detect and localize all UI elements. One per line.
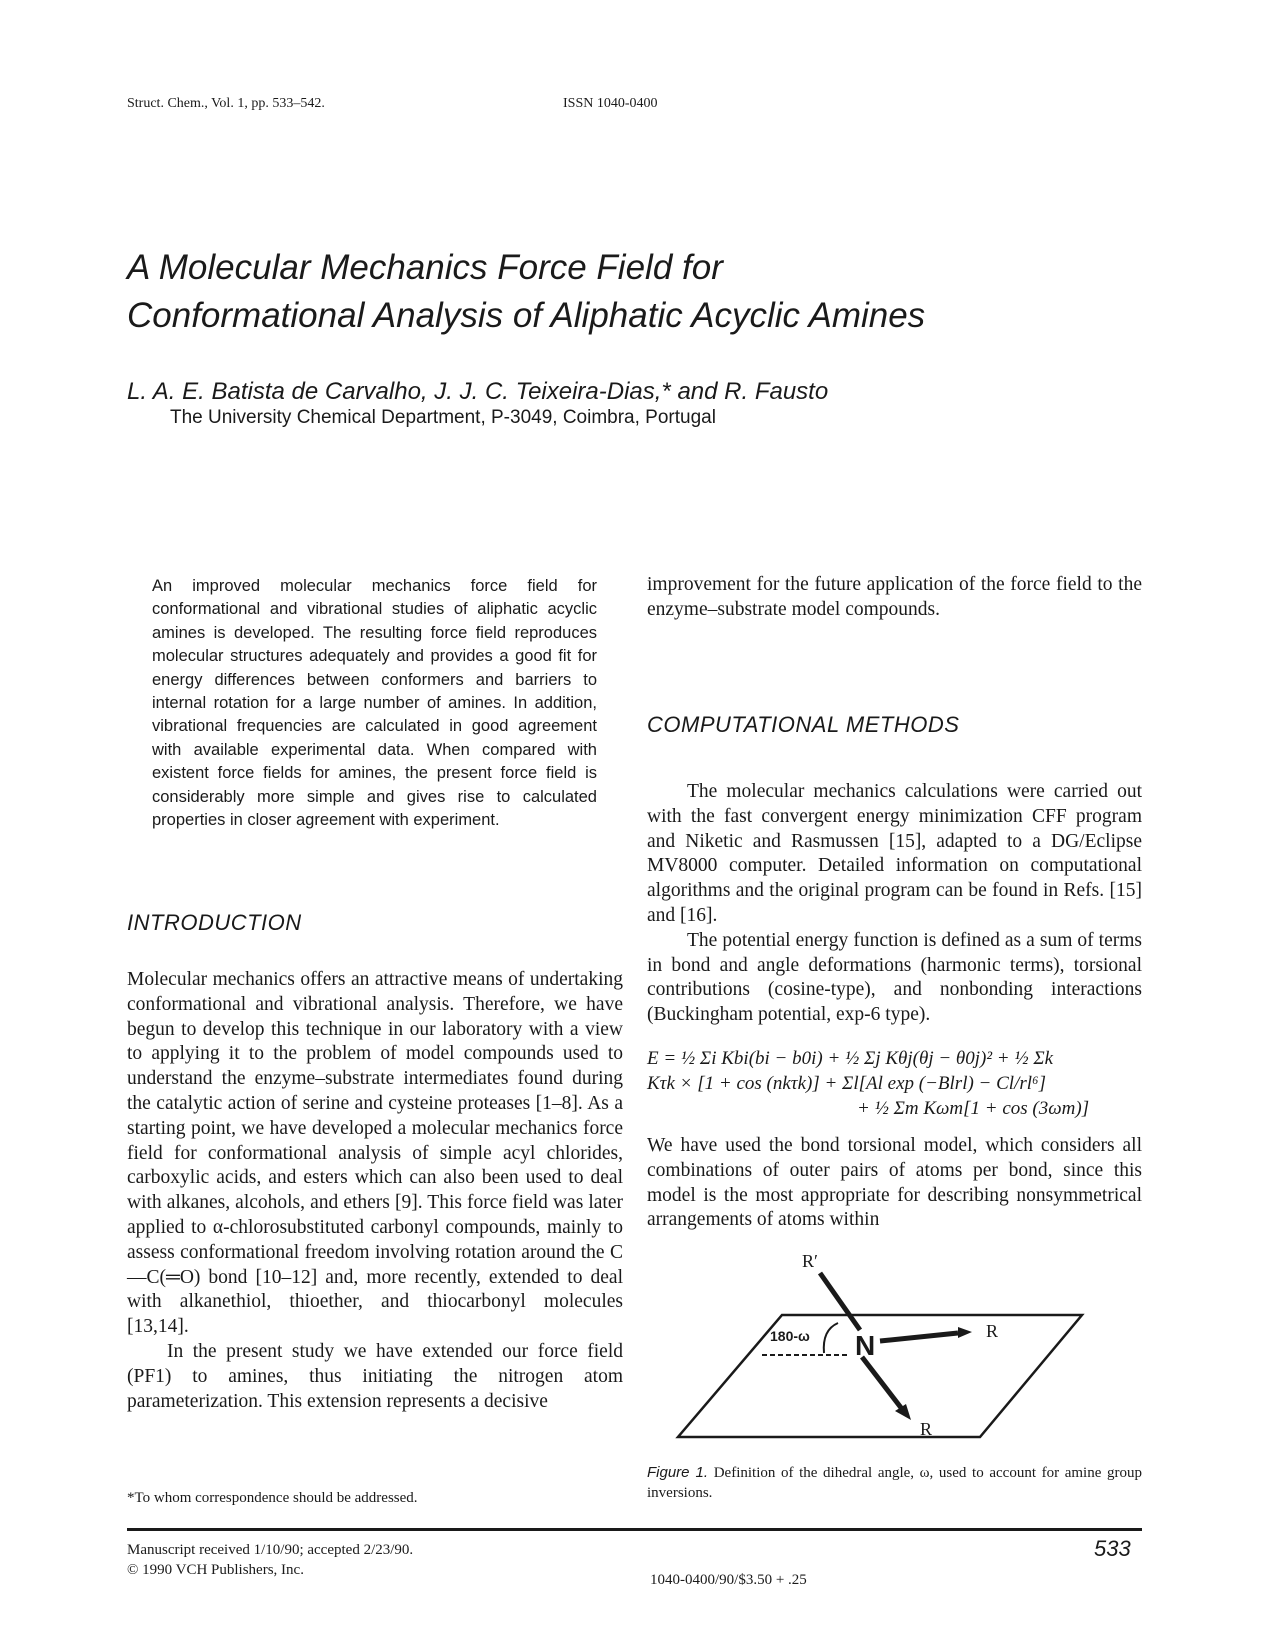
figure-1-diagram <box>690 1251 1090 1455</box>
figure-caption-text: Definition of the dihedral angle, ω, used to account for amine group inversions. <box>647 1465 1142 1501</box>
figure-1-caption <box>647 1463 1142 1503</box>
affiliation: The University Chemical Department, P-3049, Coimbra, Portugal <box>170 407 716 428</box>
introduction-body <box>127 968 623 1414</box>
bond-r-prime <box>820 1273 860 1330</box>
article-title <box>127 244 1167 340</box>
arrowhead-r1 <box>958 1327 972 1338</box>
equation-line-3: + ½ Σm Kωm[1 + cos (3ωm)] <box>857 1098 1090 1119</box>
label-r1: R <box>986 1321 999 1341</box>
label-r2: R <box>920 1419 933 1439</box>
angle-arc <box>824 1323 838 1353</box>
methods-heading: COMPUTATIONAL METHODS <box>647 712 960 737</box>
manuscript-dates: Manuscript received 1/10/90; accepted 2/23/90. <box>127 1542 414 1558</box>
bond-r2 <box>862 1357 902 1409</box>
title-line-1: A Molecular Mechanics Force Field for <box>127 248 723 287</box>
equation-line-2: Kτk × [1 + cos (nkτk)] + Σl[Al exp (−Blrl) − Cl/rl⁶] <box>647 1073 1047 1094</box>
label-r-prime: R′ <box>802 1251 818 1271</box>
abstract: An improved molecular mechanics force field for conformational and vibrational studies of aliphatic acyclic amines is developed. The resulting force field reproduces molecular structures adequately and provides a good fit for energy differences between conformers and barriers to internal rotation for a large number of amines. In addition, vibrational frequencies are calculated in good agreement with available experimental data. When compared with existent force fields for amines, the present force field is considerably more simple and gives rise to calculated properties in closer agreement with experiment. <box>152 577 597 830</box>
methods-continuation <box>647 1134 1142 1233</box>
introduction-paragraph-2-continued: improvement for the future application of the force field to the enzyme–substrate model compounds. <box>647 574 1142 620</box>
introduction-paragraph-1: Molecular mechanics offers an attractive means of undertaking conformational and vibrational analysis. Therefore, we have begun to develop this technique in our laboratory with a view to applying it to the problem of model compounds used to understand the enzyme–substrate intermediates found during the catalytic action of serine and cysteine proteases [1–8]. As a starting point, we have developed a molecular mechanics force field for conformational analysis of simple acyl chlorides, carboxylic acids, and esters which can also been used to deal with alkanes, alcohols, and ethers [9]. This force field was later applied to α-chlorosubstituted carbonyl compounds, mainly to assess conformational freedom involving rotation around the C—C(═O) bond [10–12] and, more recently, extended to deal with alkanethiol, thioether, and thiocarbonyl molecules [13,14]. <box>127 969 623 1338</box>
label-angle: 180-ω <box>770 1328 810 1344</box>
introduction-heading: INTRODUCTION <box>127 910 302 935</box>
bond-r1 <box>880 1333 958 1341</box>
title-line-2: Conformational Analysis of Aliphatic Acyclic Amines <box>127 296 926 335</box>
introduction-continuation <box>647 573 1142 623</box>
equation-line-1: E = ½ Σi Kbi(bi − b0i) + ½ Σj Kθj(θj − θ0j)² + ½ Σk <box>647 1048 1054 1069</box>
label-nitrogen: N <box>855 1330 876 1361</box>
copyright: © 1990 VCH Publishers, Inc. <box>127 1562 304 1578</box>
methods-body <box>647 780 1142 1028</box>
energy-equation <box>647 1046 1142 1121</box>
issn: ISSN 1040-0400 <box>563 96 658 111</box>
plane-outline <box>678 1315 1082 1437</box>
price-code: 1040-0400/90/$3.50 + .25 <box>650 1572 807 1588</box>
methods-paragraph-1: The molecular mechanics calculations were carried out with the fast convergent energy minimization CFF program and Niketic and Rasmussen [15], adapted to a DG/Eclipse MV8000 computer. Detailed information on computational algorithms and the original program can be found in Refs. [15] and [16]. <box>647 781 1142 926</box>
introduction-paragraph-2: In the present study we have extended our force field (PF1) to amines, thus initiating the nitrogen atom parameterization. This extension represents a decisive <box>127 1340 623 1412</box>
methods-paragraph-2: The potential energy function is defined as a sum of terms in bond and angle deformations (harmonic terms), torsional contributions (cosine-type), and nonbonding interactions (Buckingham potential, exp-6 type). <box>647 929 1142 1026</box>
authors: L. A. E. Batista de Carvalho, J. J. C. Teixeira-Dias,* and R. Fausto <box>127 378 829 405</box>
correspondence-footnote: *To whom correspondence should be addressed. <box>127 1490 418 1506</box>
footer-rule <box>127 1528 1142 1531</box>
methods-paragraph-3: We have used the bond torsional model, which considers all combinations of outer pairs of atoms per bond, since this model is the most appropriate for describing nonsymmetrical arrangements of atoms within <box>647 1135 1142 1231</box>
running-head: Struct. Chem., Vol. 1, pp. 533–542. <box>127 96 325 111</box>
page-number: 533 <box>1094 1536 1131 1561</box>
figure-label: Figure 1. <box>647 1464 709 1481</box>
